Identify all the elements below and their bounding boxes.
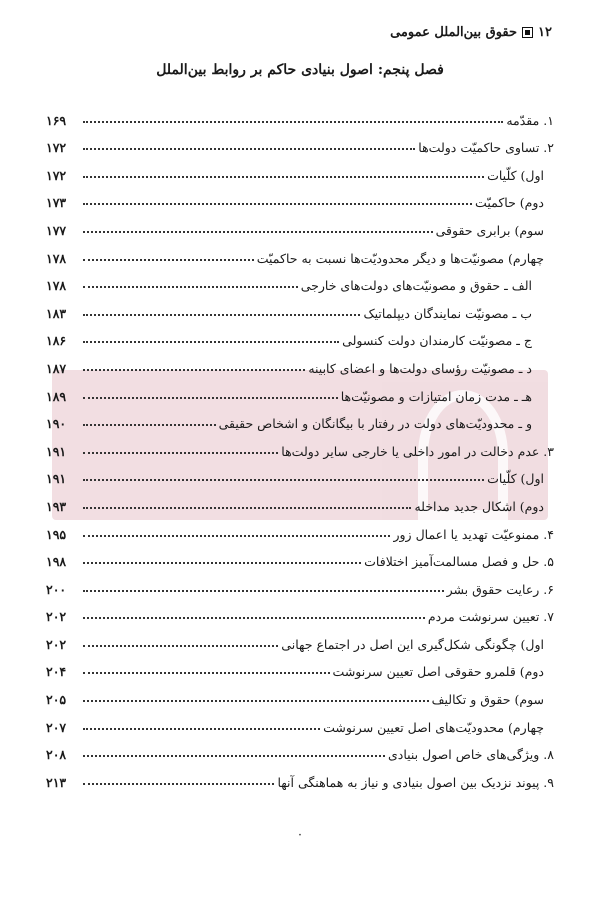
- toc-dot-leader: [83, 424, 216, 426]
- toc-entry: [46, 348, 554, 376]
- toc-entry-page: ۲۰۸: [46, 747, 67, 763]
- toc-entry: [46, 293, 554, 321]
- toc-entry: [46, 652, 554, 680]
- toc-entry-label: ۷. تعیین سرنوشت مردم: [427, 609, 554, 625]
- toc-entry-page: ۱۸۷: [46, 360, 67, 376]
- toc-entry-label: اول) چگونگی شکل‌گیری این اصل در اجتماع جهانی: [281, 636, 544, 652]
- toc-dot-leader: [83, 617, 425, 619]
- toc-entry-label: ۲. تساوی حاکمیّت دولت‌ها: [418, 140, 554, 156]
- toc-dot-leader: [83, 755, 385, 757]
- toc-dot-leader: [83, 259, 254, 261]
- toc-entry: [46, 707, 554, 735]
- toc-entry-label: سوم) حقوق و تکالیف: [431, 692, 544, 708]
- toc-entry-page: ۲۱۳: [46, 774, 67, 790]
- toc-entry: [46, 735, 554, 763]
- toc-entry: [46, 100, 554, 128]
- toc-entry: [46, 183, 554, 211]
- toc-entry-page: ۱۹۳: [46, 498, 67, 514]
- toc-entry-label: ۳. عدم دخالت در امور داخلی یا خارجی سایر دولت‌ها: [281, 443, 554, 459]
- toc-entry-label: اول) کلّیات: [487, 167, 544, 183]
- toc-entry-page: ۲۰۴: [46, 664, 67, 680]
- toc-dot-leader: [83, 314, 360, 316]
- toc-dot-leader: [83, 507, 411, 509]
- toc-dot-leader: [83, 176, 484, 178]
- toc-entry-label: چهارم) محدودیّت‌های اصل تعیین سرنوشت: [323, 719, 544, 735]
- toc-entry-page: ۱۹۱: [46, 471, 67, 487]
- toc-entry: [46, 321, 554, 349]
- footer-page-number: ۰: [296, 827, 304, 841]
- toc-entry-page: ۱۹۸: [46, 554, 67, 570]
- toc-entry: [46, 266, 554, 294]
- toc-entry-page: ۱۶۹: [46, 112, 67, 128]
- toc-entry-label: الف ـ حقوق و مصونیّت‌های دولت‌های خارجی: [300, 278, 532, 294]
- toc-entry: [46, 431, 554, 459]
- toc-entry-page: ۱۹۰: [46, 416, 67, 432]
- toc-entry-label: ۱. مقدّمه: [506, 112, 554, 128]
- toc-entry-page: ۱۷۷: [46, 222, 67, 238]
- toc-entry-label: ۴. ممنوعیّت تهدید یا اعمال زور: [393, 526, 554, 542]
- toc-dot-leader: [83, 535, 390, 537]
- toc-entry-label: دوم) قلمرو حقوقی اصل تعیین سرنوشت: [332, 664, 544, 680]
- toc-entry: [46, 762, 554, 790]
- toc-dot-leader: [83, 672, 330, 674]
- toc-entry-page: ۱۷۲: [46, 140, 67, 156]
- header-page-number: ۱۲: [538, 24, 552, 40]
- toc-entry-page: ۱۸۳: [46, 305, 67, 321]
- toc-entry-label: اول) کلّیات: [487, 471, 544, 487]
- toc-dot-leader: [83, 645, 278, 647]
- toc-entry-label: و ـ محدودیّت‌های دولت در رفتار با بیگانگان و اشخاص حقیقی: [218, 416, 532, 432]
- toc-dot-leader: [83, 203, 472, 205]
- toc-entry: [46, 155, 554, 183]
- toc-dot-leader: [83, 590, 444, 592]
- toc-entry: [46, 404, 554, 432]
- toc-entry: [46, 679, 554, 707]
- toc-dot-leader: [83, 148, 415, 150]
- toc-entry-page: ۲۰۲: [46, 636, 67, 652]
- toc-entry-page: ۲۰۲: [46, 609, 67, 625]
- toc-dot-leader: [83, 286, 298, 288]
- toc-entry: [46, 542, 554, 570]
- running-header: [48, 18, 552, 46]
- toc-entry-label: چهارم) مصونیّت‌ها و دیگر محدودیّت‌ها نسبت به حاکمیّت: [256, 250, 544, 266]
- toc-entry: [46, 486, 554, 514]
- toc-entry-page: ۱۹۱: [46, 443, 67, 459]
- toc-entry-label: ۵. حل و فصل مسالمت‌آمیز اختلافات: [364, 554, 554, 570]
- toc-dot-leader: [83, 397, 338, 399]
- header-book-title: حقوق بین‌الملل عمومی: [390, 24, 518, 40]
- toc-dot-leader: [83, 700, 429, 702]
- toc-entry-page: ۱۷۳: [46, 195, 67, 211]
- toc-dot-leader: [83, 562, 361, 564]
- toc-dot-leader: [83, 121, 503, 123]
- toc-entry: [46, 459, 554, 487]
- toc-entry-page: ۲۰۷: [46, 719, 67, 735]
- toc-dot-leader: [83, 728, 320, 730]
- toc-entry-page: ۱۷۲: [46, 167, 67, 183]
- toc-entry-label: ب ـ مصونیّت نمایندگان دیپلماتیک: [363, 305, 532, 321]
- toc-entry-page: ۱۷۸: [46, 278, 67, 294]
- toc-entry-label: دوم) حاکمیّت: [475, 195, 544, 211]
- toc-entry-page: ۲۰۵: [46, 692, 67, 708]
- toc-dot-leader: [83, 231, 433, 233]
- toc-entry: [46, 569, 554, 597]
- toc-entry: [46, 624, 554, 652]
- toc-entry-label: ج ـ مصونیّت کارمندان دولت کنسولی: [342, 333, 532, 349]
- chapter-title: فصل پنجم: اصول بنیادی حاکم بر روابط بین‌الملل: [156, 62, 444, 78]
- toc-entry-label: د ـ مصونیّت رؤسای دولت‌ها و اعضای کابینه: [308, 360, 532, 376]
- toc-entry-label: ۶. رعایت حقوق بشر: [446, 581, 554, 597]
- toc-entry: [46, 210, 554, 238]
- toc-entry-label: ۹. پیوند نزدیک بین اصول بنیادی و نیاز به هماهنگی آنها: [277, 774, 554, 790]
- square-bullet-icon: [522, 27, 533, 38]
- toc-entry-label: سوم) برابری حقوقی: [435, 222, 544, 238]
- toc-dot-leader: [83, 341, 339, 343]
- toc-entry-label: دوم) اشکال جدید مداخله: [414, 498, 544, 514]
- toc-entry: [46, 597, 554, 625]
- toc-entry: [46, 376, 554, 404]
- toc-entry: [46, 514, 554, 542]
- toc-dot-leader: [83, 479, 484, 481]
- toc-entry-label: ۸. ویژگی‌های خاص اصول بنیادی: [387, 747, 554, 763]
- toc-entry-page: ۲۰۰: [46, 581, 67, 597]
- toc-entry-page: ۱۸۹: [46, 388, 67, 404]
- toc-entry-label: هـ ـ مدت زمان امتیازات و مصونیّت‌ها: [340, 388, 532, 404]
- toc-dot-leader: [83, 783, 274, 785]
- toc-dot-leader: [83, 452, 278, 454]
- toc-entry: [46, 238, 554, 266]
- toc-entry-page: ۱۷۸: [46, 250, 67, 266]
- table-of-contents: [46, 100, 554, 790]
- toc-entry-page: ۱۸۶: [46, 333, 67, 349]
- toc-dot-leader: [83, 369, 305, 371]
- toc-entry-page: ۱۹۵: [46, 526, 67, 542]
- toc-entry: [46, 128, 554, 156]
